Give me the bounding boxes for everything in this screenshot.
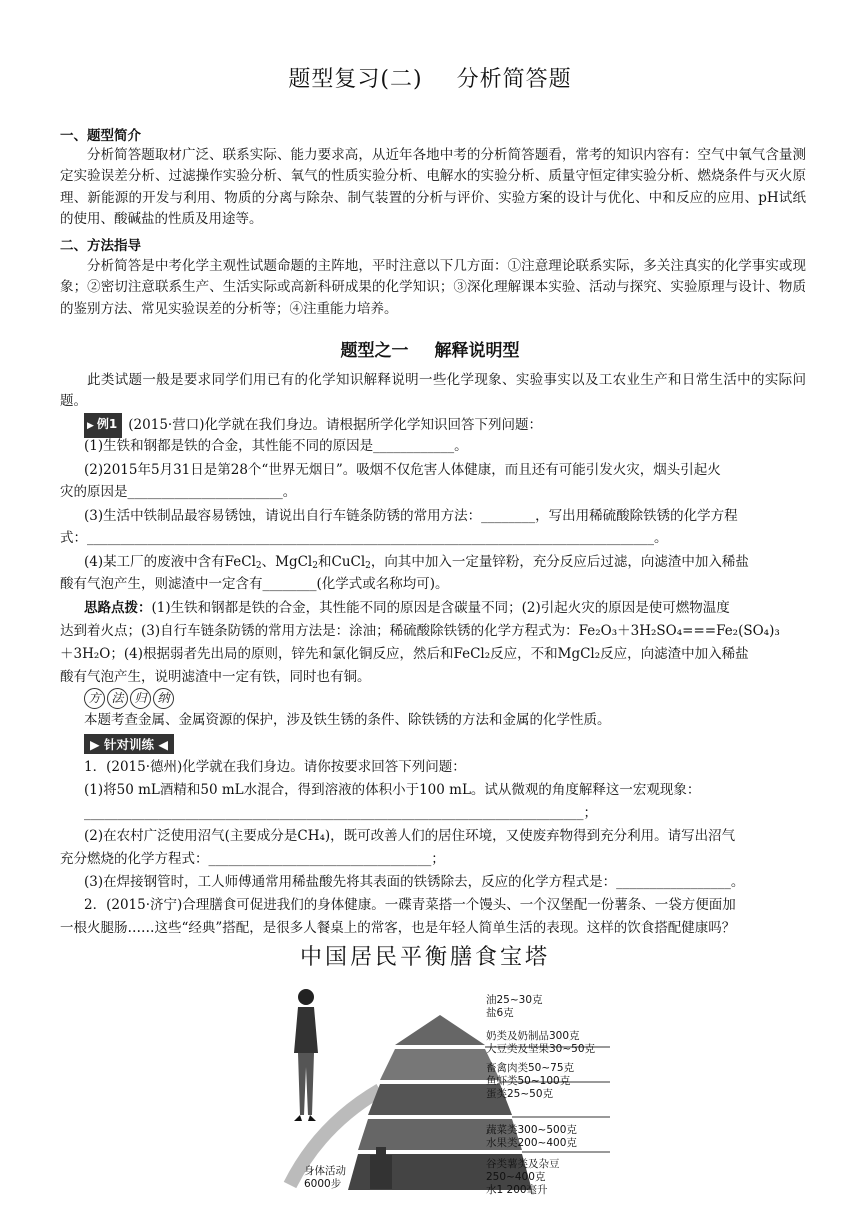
method-text: 本题考查金属、金属资源的保护，涉及铁生锈的条件、除铁锈的方法和金属的化学性质。 xyxy=(84,712,611,728)
training-p1-q2b: 充分燃烧的化学方程式：_________________________________； xyxy=(60,851,445,867)
example-q2a: (2)2015年5月31日是第28个“世界无烟日”。吸烟不仅危害人体健康，而且还有可能引发火灾，烟头引起火 xyxy=(84,462,721,478)
woman-figure-icon xyxy=(294,989,318,1121)
hint-line1: 思路点拨：(1)生铁和钢都是铁的合金，其性能不同的原因是含碳量不同；(2)引起火灾的原因是使可燃物温度 xyxy=(84,600,730,616)
tier3-label: 畜禽肉类50~75克 鱼虾类50~100克 蛋类25~50克 xyxy=(486,1062,575,1100)
intro-text: 此类试题一般是要求同学们用已有的化学知识解释说明一些化学现象、实验事实以及工农业生产和日常生活中的实际问题。 xyxy=(60,372,806,410)
training-p1-q2a: (2)在农村广泛使用沼气(主要成分是CH₄)，既可改善人们的居住环境，又使废弃物得到充分利用。请写出沼气 xyxy=(84,828,736,844)
example-q4a: (4)某工厂的废液中含有FeCl$_2$、MgCl$_2$和CuCl$_2$，向其中加入一定量锌粉，充分反应后过滤，向滤渣中加入稀盐 xyxy=(84,554,749,571)
example-q3b: 式：____________________________________________________________________________________。 xyxy=(60,530,668,546)
hint-line3: ＋3H₂O；(4)根据弱者先出局的原则，锌先和氯化铜反应，然后和FeCl₂反应，不和MgCl₂反应，向滤渣中加入稀盐 xyxy=(60,646,749,662)
training-p1-stem: 1．(2015·德州)化学就在我们身边。请你按要求回答下列问题： xyxy=(84,759,466,775)
training-p1-q1b: __________________________________________________________________________； xyxy=(84,805,597,821)
training-p2b: 一根火腿肠……这些“经典”搭配，是很多人餐桌上的常客，也是年轻人简单生活的表现。这样的饮食搭配健康吗？ xyxy=(60,920,736,936)
section1-heading: 一、题型简介 xyxy=(60,128,141,144)
subtitle-part2: 解释说明型 xyxy=(434,341,520,361)
method-badge: 方 法 归 纳 xyxy=(84,688,174,709)
activity-label: 身体活动 6000步 xyxy=(304,1165,346,1190)
page-title xyxy=(0,62,860,93)
example-q1: (1)生铁和钢都是铁的合金，其性能不同的原因是____________。 xyxy=(84,438,468,454)
tier5-label: 谷类薯类及杂豆 250~400克 水1 200毫升 xyxy=(486,1158,560,1196)
hint-line4: 酸有气泡产生，说明滤渣中一定有铁，同时也有铜。 xyxy=(60,669,371,685)
training-p1-q1a: (1)将50 mL酒精和50 mL水混合，得到溶液的体积小于100 mL。试从微观的角度解释这一宏观现象： xyxy=(84,782,701,798)
hint-line2: 达到着火点；(3)自行车链条防锈的常用方法是：涂油；稀硫酸除铁锈的化学方程式为：Fe₂O₃＋3H₂SO₄===Fe₂(SO₄)₃ xyxy=(60,623,780,639)
training-p2a: 2．(2015·济宁)合理膳食可促进我们的身体健康。一碟青菜搭一个馒头、一个汉堡配一份薯条、一袋方便面加 xyxy=(84,897,736,913)
tier1-label: 油25~30克 盐6克 xyxy=(486,994,543,1019)
section2-text: 分析简答是中考化学主观性试题命题的主阵地，平时注意以下几方面：①注意理论联系实际，多关注真实的化学事实或现象；②密切注意联系生产、生活实际或高新科研成果的化学知识；③深化理解课本实验、活动与探究、实验原理与设计、物质的鉴别方法、常见实验误差的分析等；④注重能力培养。 xyxy=(60,258,806,317)
triangle-icon: ▶ xyxy=(87,421,94,431)
hint-label: 思路点拨： xyxy=(84,600,152,616)
pyramid-title: 中国居民平衡膳食宝塔 xyxy=(300,945,551,970)
example-q2b: 灾的原因是_______________________。 xyxy=(60,484,297,500)
example-q3a: (3)生活中铁制品最容易锈蚀，请说出自行车链条防锈的常用方法：________，写出用稀硫酸除铁锈的化学方程 xyxy=(84,508,738,524)
example-stem: ▶ 例1 (2015·营口)化学就在我们身边。请根据所学化学知识回答下列问题： xyxy=(84,413,806,438)
example-tag: ▶ 例1 xyxy=(84,413,122,438)
training-p1-q3: (3)在焊接钢管时，工人师傅通常用稀盐酸先将其表面的铁锈除去，反应的化学方程式是：_________________。 xyxy=(84,874,745,890)
example-q4b: 酸有气泡产生，则滤渣中一定含有________(化学式或名称均可)。 xyxy=(60,576,449,592)
tier2-label: 奶类及奶制品300克 大豆类及坚果30~50克 xyxy=(486,1030,596,1055)
section1-text: 分析简答题取材广泛、联系实际、能力要求高，从近年各地中考的分析简答题看，常考的知识内容有：空气中氧气含量测定实验误差分析、过滤操作实验分析、氧气的性质实验分析、电解水的实验分析、质量守恒定律实验分析、燃烧条件与灭火原理、新能源的开发与利用、物质的分离与除杂、制气装置的分析与评价、实验方案的设计与优化、中和反应的应用、pH试纸的使用、酸碱盐的性质及用途等。 xyxy=(60,147,806,227)
subtitle-part1: 题型之一 xyxy=(340,341,409,361)
section2-heading: 二、方法指导 xyxy=(60,238,141,254)
training-label: ▶ 针对训练 ◀ xyxy=(84,734,174,754)
title-part2: 分析简答题 xyxy=(456,67,572,92)
subtitle xyxy=(0,336,860,361)
title-part1: 题型复习(二) xyxy=(288,67,423,92)
tier4-label: 蔬菜类300~500克 水果类200~400克 xyxy=(486,1124,577,1149)
